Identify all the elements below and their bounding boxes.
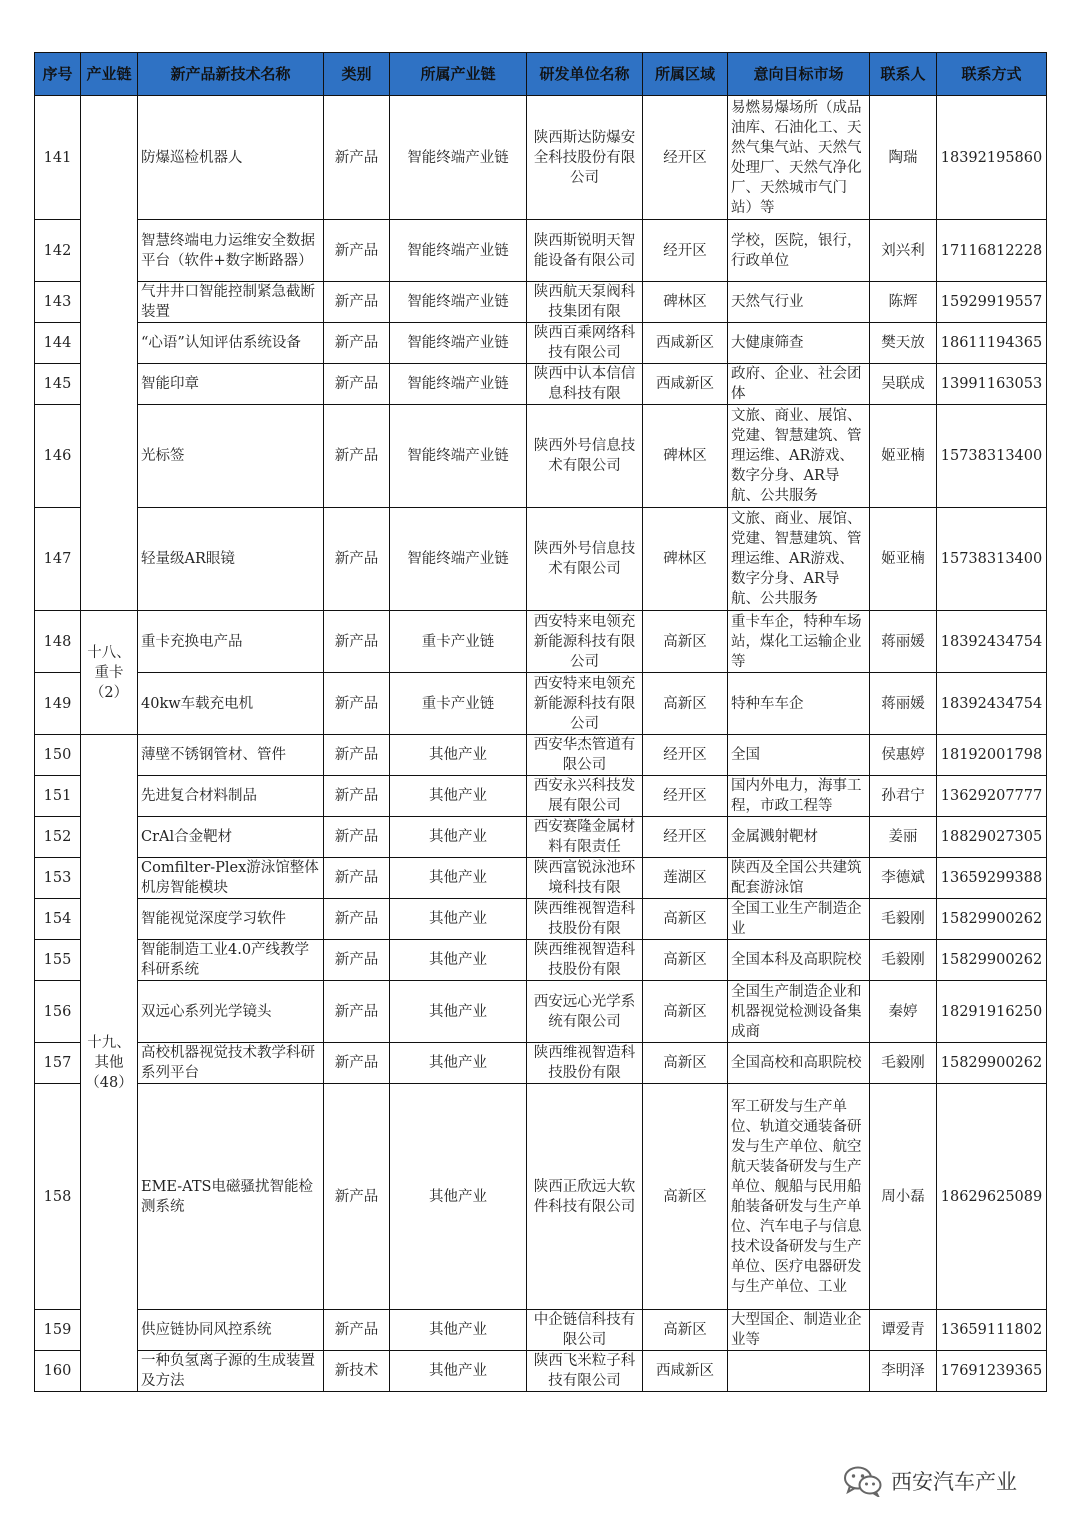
contact-phone: 17691239365 — [937, 1351, 1047, 1392]
contact-person: 陈辉 — [870, 282, 937, 323]
table-row — [35, 364, 1047, 405]
target-market: 文旅、商业、展馆、党建、智慧建筑、管理运维、AR游戏、数字分身、AR导航、公共服务 — [728, 405, 870, 508]
region: 高新区 — [643, 981, 728, 1043]
region: 西咸新区 — [643, 364, 728, 405]
region: 高新区 — [643, 1084, 728, 1310]
developer-unit: 陕西百乘网络科技有限公司 — [527, 323, 643, 364]
header-phone: 联系方式 — [937, 53, 1047, 96]
table-row — [35, 323, 1047, 364]
row-number: 147 — [35, 508, 81, 611]
product-type: 新产品 — [324, 981, 390, 1043]
row-number: 145 — [35, 364, 81, 405]
developer-unit: 陕西维视智造科技股份有限 — [527, 1043, 643, 1084]
developer-unit: 陕西斯锐明天智能设备有限公司 — [527, 220, 643, 282]
region: 经开区 — [643, 96, 728, 220]
chain-group-cell: 十九、 其他 （48） — [81, 735, 138, 1392]
product-name: 防爆巡检机器人 — [138, 96, 324, 220]
product-name: EME-ATS电磁骚扰智能检测系统 — [138, 1084, 324, 1310]
contact-phone: 18392434754 — [937, 673, 1047, 735]
header-chain: 所属产业链 — [390, 53, 527, 96]
region: 经开区 — [643, 776, 728, 817]
row-number: 148 — [35, 611, 81, 673]
contact-person: 李明泽 — [870, 1351, 937, 1392]
product-name: 轻量级AR眼镜 — [138, 508, 324, 611]
table-row — [35, 899, 1047, 940]
industry-chain: 智能终端产业链 — [390, 282, 527, 323]
contact-phone: 15929919557 — [937, 282, 1047, 323]
contact-person: 蒋丽媛 — [870, 673, 937, 735]
table-row — [35, 1043, 1047, 1084]
contact-phone: 18611194365 — [937, 323, 1047, 364]
table-row — [35, 508, 1047, 611]
table-body — [35, 96, 1047, 1392]
region: 西咸新区 — [643, 1351, 728, 1392]
contact-person: 李德斌 — [870, 858, 937, 899]
table-row — [35, 940, 1047, 981]
product-name: “心语”认知评估系统设备 — [138, 323, 324, 364]
header-chain-group: 产业链 — [81, 53, 138, 96]
target-market: 军工研发与生产单位、轨道交通装备研发与生产单位、航空航天装备研发与生产单位、舰船与民用船舶装备研发与生产单位、汽车电子与信息技术设备研发与生产单位、医疗电器研发与生产单位、工业 — [728, 1084, 870, 1310]
product-name: 双远心系列光学镜头 — [138, 981, 324, 1043]
table-row — [35, 858, 1047, 899]
table-row — [35, 817, 1047, 858]
product-type: 新产品 — [324, 508, 390, 611]
region: 高新区 — [643, 899, 728, 940]
region: 碑林区 — [643, 508, 728, 611]
target-market: 全国 — [728, 735, 870, 776]
contact-phone: 15738313400 — [937, 405, 1047, 508]
contact-person: 谭爱青 — [870, 1310, 937, 1351]
row-number: 159 — [35, 1310, 81, 1351]
contact-person: 姬亚楠 — [870, 405, 937, 508]
target-market: 学校，医院，银行，行政单位 — [728, 220, 870, 282]
target-market: 陕西及全国公共建筑配套游泳馆 — [728, 858, 870, 899]
header-no: 序号 — [35, 53, 81, 96]
contact-person: 毛毅刚 — [870, 899, 937, 940]
developer-unit: 西安远心光学系统有限公司 — [527, 981, 643, 1043]
region: 经开区 — [643, 817, 728, 858]
industry-chain: 其他产业 — [390, 858, 527, 899]
product-type: 新产品 — [324, 776, 390, 817]
industry-chain: 智能终端产业链 — [390, 220, 527, 282]
table-row — [35, 282, 1047, 323]
target-market: 全国工业生产制造企业 — [728, 899, 870, 940]
contact-person: 毛毅刚 — [870, 940, 937, 981]
table-row — [35, 673, 1047, 735]
row-number: 155 — [35, 940, 81, 981]
header-area: 所属区域 — [643, 53, 728, 96]
contact-person: 毛毅刚 — [870, 1043, 937, 1084]
contact-person: 姜丽 — [870, 817, 937, 858]
target-market: 全国本科及高职院校 — [728, 940, 870, 981]
header-contact: 联系人 — [870, 53, 937, 96]
target-market: 易燃易爆场所（成品油库、石油化工、天然气集气站、天然气处理厂、天然气净化厂、天然城市气门站）等 — [728, 96, 870, 220]
region: 西咸新区 — [643, 323, 728, 364]
industry-chain: 其他产业 — [390, 1084, 527, 1310]
product-name: 高校机器视觉技术教学科研系列平台 — [138, 1043, 324, 1084]
industry-chain: 智能终端产业链 — [390, 96, 527, 220]
contact-phone: 18392195860 — [937, 96, 1047, 220]
developer-unit: 陕西飞米粒子科技有限公司 — [527, 1351, 643, 1392]
industry-chain: 其他产业 — [390, 817, 527, 858]
industry-chain: 智能终端产业链 — [390, 508, 527, 611]
contact-phone: 18291916250 — [937, 981, 1047, 1043]
product-name: 供应链协同风控系统 — [138, 1310, 324, 1351]
product-type: 新产品 — [324, 405, 390, 508]
product-name: 一种负氢离子源的生成装置及方法 — [138, 1351, 324, 1392]
wechat-icon — [843, 1465, 883, 1497]
contact-phone: 18629625089 — [937, 1084, 1047, 1310]
industry-chain: 其他产业 — [390, 899, 527, 940]
contact-person: 蒋丽媛 — [870, 611, 937, 673]
contact-phone: 18392434754 — [937, 611, 1047, 673]
developer-unit: 陕西斯达防爆安全科技股份有限公司 — [527, 96, 643, 220]
chain-group-cell: 十八、 重卡 （2） — [81, 611, 138, 735]
target-market: 大型国企、制造业企业等 — [728, 1310, 870, 1351]
industry-chain: 其他产业 — [390, 735, 527, 776]
target-market: 文旅、商业、展馆、党建、智慧建筑、管理运维、AR游戏、数字分身、AR导航、公共服务 — [728, 508, 870, 611]
developer-unit: 陕西维视智造科技股份有限 — [527, 940, 643, 981]
contact-person: 周小磊 — [870, 1084, 937, 1310]
contact-phone: 17116812228 — [937, 220, 1047, 282]
row-number: 144 — [35, 323, 81, 364]
row-number: 142 — [35, 220, 81, 282]
product-type: 新产品 — [324, 1043, 390, 1084]
watermark — [843, 1464, 1017, 1498]
industry-chain: 其他产业 — [390, 1310, 527, 1351]
region: 高新区 — [643, 673, 728, 735]
developer-unit: 西安特来电领充新能源科技有限公司 — [527, 611, 643, 673]
table-row — [35, 405, 1047, 508]
product-name: CrAl合金靶材 — [138, 817, 324, 858]
region: 经开区 — [643, 735, 728, 776]
region: 经开区 — [643, 220, 728, 282]
target-market: 重卡车企，特种车场站，煤化工运输企业等 — [728, 611, 870, 673]
contact-person: 秦婷 — [870, 981, 937, 1043]
target-market: 金属溅射靶材 — [728, 817, 870, 858]
table-row — [35, 1084, 1047, 1310]
header-unit: 研发单位名称 — [527, 53, 643, 96]
product-name: 气井井口智能控制紧急截断装置 — [138, 282, 324, 323]
target-market: 政府、企业、社会团体 — [728, 364, 870, 405]
product-type: 新产品 — [324, 1084, 390, 1310]
developer-unit: 陕西航天泵阀科技集团有限 — [527, 282, 643, 323]
developer-unit: 陕西外号信息技术有限公司 — [527, 405, 643, 508]
contact-person: 吴联成 — [870, 364, 937, 405]
contact-phone: 13629207777 — [937, 776, 1047, 817]
contact-phone: 15829900262 — [937, 899, 1047, 940]
product-type: 新产品 — [324, 220, 390, 282]
product-type: 新产品 — [324, 96, 390, 220]
header-market: 意向目标市场 — [728, 53, 870, 96]
industry-chain: 智能终端产业链 — [390, 405, 527, 508]
contact-person: 刘兴利 — [870, 220, 937, 282]
region: 碑林区 — [643, 282, 728, 323]
contact-phone: 18829027305 — [937, 817, 1047, 858]
developer-unit: 中企链信科技有限公司 — [527, 1310, 643, 1351]
row-number: 151 — [35, 776, 81, 817]
product-name: 先进复合材料制品 — [138, 776, 324, 817]
product-type: 新产品 — [324, 364, 390, 405]
contact-phone: 15829900262 — [937, 940, 1047, 981]
contact-phone: 13991163053 — [937, 364, 1047, 405]
product-name: 薄壁不锈钢管材、管件 — [138, 735, 324, 776]
contact-person: 陶瑞 — [870, 96, 937, 220]
product-name: 智能印章 — [138, 364, 324, 405]
row-number: 156 — [35, 981, 81, 1043]
product-name: 智慧终端电力运维安全数据平台（软件+数字断路器） — [138, 220, 324, 282]
developer-unit: 西安永兴科技发展有限公司 — [527, 776, 643, 817]
industry-chain: 智能终端产业链 — [390, 364, 527, 405]
chain-group-cell — [81, 96, 138, 611]
developer-unit: 西安赛隆金属材料有限责任 — [527, 817, 643, 858]
target-market: 大健康筛查 — [728, 323, 870, 364]
product-type: 新产品 — [324, 323, 390, 364]
industry-chain: 其他产业 — [390, 776, 527, 817]
contact-phone: 13659299388 — [937, 858, 1047, 899]
product-name: 光标签 — [138, 405, 324, 508]
contact-phone: 13659111802 — [937, 1310, 1047, 1351]
industry-chain: 重卡产业链 — [390, 611, 527, 673]
region: 高新区 — [643, 1043, 728, 1084]
table-row — [35, 220, 1047, 282]
developer-unit: 陕西正欣远大软件科技有限公司 — [527, 1084, 643, 1310]
region: 高新区 — [643, 1310, 728, 1351]
header-name: 新产品新技术名称 — [138, 53, 324, 96]
table-row — [35, 611, 1047, 673]
industry-chain: 智能终端产业链 — [390, 323, 527, 364]
header-row — [35, 53, 1047, 96]
target-market: 国内外电力，海事工程，市政工程等 — [728, 776, 870, 817]
contact-person: 孙君宁 — [870, 776, 937, 817]
developer-unit: 西安特来电领充新能源科技有限公司 — [527, 673, 643, 735]
table-row — [35, 735, 1047, 776]
developer-unit: 陕西维视智造科技股份有限 — [527, 899, 643, 940]
region: 高新区 — [643, 940, 728, 981]
product-table — [34, 52, 1047, 1392]
table-row — [35, 1351, 1047, 1392]
watermark-text: 西安汽车产业 — [891, 1470, 1017, 1494]
industry-chain: 其他产业 — [390, 1043, 527, 1084]
product-type: 新产品 — [324, 673, 390, 735]
target-market: 全国高校和高职院校 — [728, 1043, 870, 1084]
row-number: 157 — [35, 1043, 81, 1084]
target-market — [728, 1351, 870, 1392]
row-number: 158 — [35, 1084, 81, 1310]
row-number: 152 — [35, 817, 81, 858]
developer-unit: 陕西富锐泳池环境科技有限 — [527, 858, 643, 899]
product-name: 40kw车载充电机 — [138, 673, 324, 735]
product-type: 新产品 — [324, 282, 390, 323]
industry-chain: 其他产业 — [390, 940, 527, 981]
row-number: 149 — [35, 673, 81, 735]
contact-phone: 15829900262 — [937, 1043, 1047, 1084]
product-type: 新产品 — [324, 1310, 390, 1351]
row-number: 141 — [35, 96, 81, 220]
product-type: 新产品 — [324, 817, 390, 858]
product-name: Comfilter-Plex游泳馆整体机房智能模块 — [138, 858, 324, 899]
target-market: 全国生产制造企业和机器视觉检测设备集成商 — [728, 981, 870, 1043]
product-type: 新产品 — [324, 611, 390, 673]
table-row — [35, 776, 1047, 817]
product-type: 新技术 — [324, 1351, 390, 1392]
industry-chain: 其他产业 — [390, 981, 527, 1043]
row-number: 153 — [35, 858, 81, 899]
developer-unit: 西安华杰管道有限公司 — [527, 735, 643, 776]
product-type: 新产品 — [324, 858, 390, 899]
product-name: 智能制造工业4.0产线教学科研系统 — [138, 940, 324, 981]
row-number: 150 — [35, 735, 81, 776]
row-number: 154 — [35, 899, 81, 940]
table-row — [35, 1310, 1047, 1351]
target-market: 特种车车企 — [728, 673, 870, 735]
target-market: 天然气行业 — [728, 282, 870, 323]
table-row — [35, 96, 1047, 220]
industry-chain: 其他产业 — [390, 1351, 527, 1392]
developer-unit: 陕西中认本信信息科技有限 — [527, 364, 643, 405]
region: 高新区 — [643, 611, 728, 673]
contact-person: 樊天放 — [870, 323, 937, 364]
header-type: 类别 — [324, 53, 390, 96]
product-name: 重卡充换电产品 — [138, 611, 324, 673]
row-number: 143 — [35, 282, 81, 323]
product-type: 新产品 — [324, 940, 390, 981]
table-row — [35, 981, 1047, 1043]
row-number: 146 — [35, 405, 81, 508]
region: 莲湖区 — [643, 858, 728, 899]
contact-phone: 18192001798 — [937, 735, 1047, 776]
product-type: 新产品 — [324, 899, 390, 940]
row-number: 160 — [35, 1351, 81, 1392]
region: 碑林区 — [643, 405, 728, 508]
product-type: 新产品 — [324, 735, 390, 776]
contact-phone: 15738313400 — [937, 508, 1047, 611]
contact-person: 侯惠婷 — [870, 735, 937, 776]
product-name: 智能视觉深度学习软件 — [138, 899, 324, 940]
contact-person: 姬亚楠 — [870, 508, 937, 611]
developer-unit: 陕西外号信息技术有限公司 — [527, 508, 643, 611]
industry-chain: 重卡产业链 — [390, 673, 527, 735]
